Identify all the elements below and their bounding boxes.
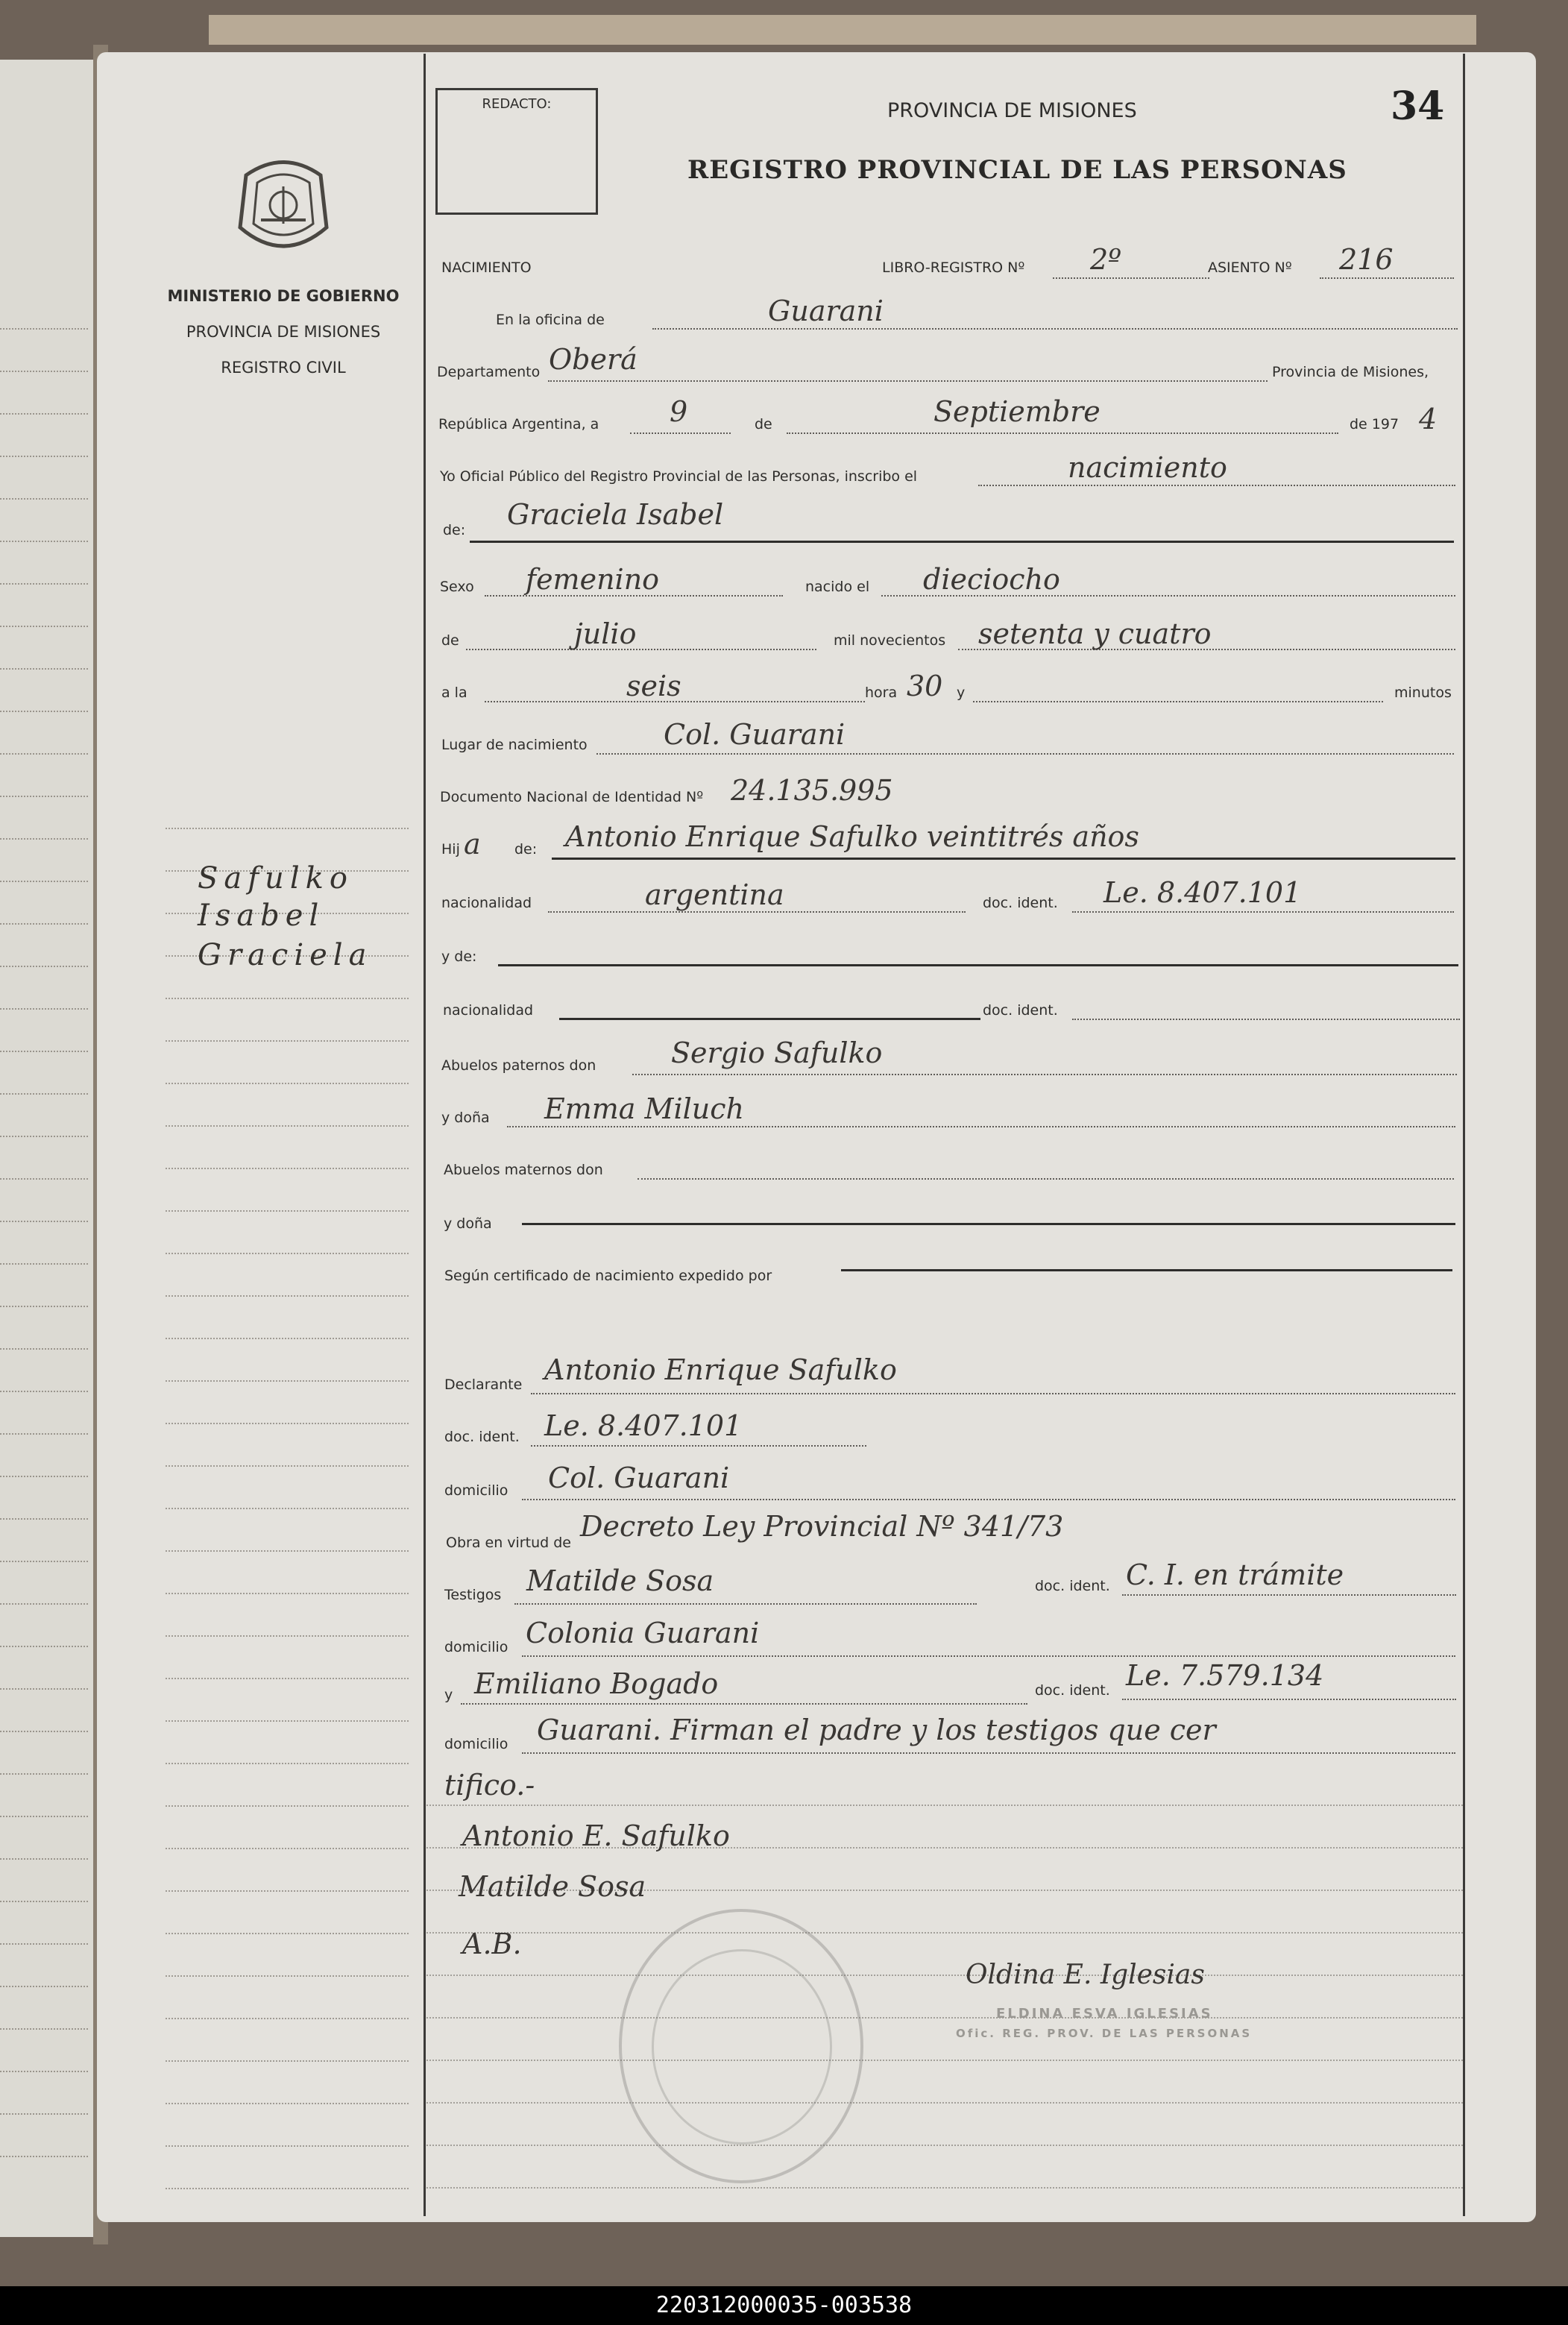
margin-surname: Safulko [198,861,353,896]
ruled-line [0,371,88,372]
ruled-line [0,966,88,967]
ruled-line [426,1975,1463,1976]
father-underline [552,858,1455,860]
ruled-line [0,1008,88,1010]
dotted-fill-line [978,485,1455,486]
nacido-value-handwritten: dieciocho [923,563,1060,596]
oficial-value-handwritten: nacimiento [1068,451,1227,484]
dotted-fill-line [514,1603,977,1605]
file-id-bar: 220312000035-003538 [0,2286,1568,2325]
hijo-de-label: de: [514,841,538,858]
ruled-line [0,1051,88,1052]
obra-value-handwritten: Decreto Ley Provincial Nº 341/73 [580,1510,1064,1543]
officer-signature: Oldina E. Iglesias [966,1960,1205,1990]
libro-label: LIBRO-REGISTRO Nº [882,259,1025,276]
ruled-line [0,498,88,500]
hijo-suffix-handwritten: a [464,828,481,861]
ruled-line [0,583,88,585]
asiento-number-value: 216 [1339,243,1394,276]
ruled-line [0,1986,88,1987]
domicilio3-value-handwritten: Guarani. Firman el padre y los testigos que cer [537,1714,1216,1746]
sexo-value-handwritten: femenino [526,563,660,596]
ruled-line [0,1561,88,1562]
dotted-fill-line [522,1499,1455,1500]
mother-line [498,964,1458,966]
doc2-label: doc. ident. [983,1002,1058,1019]
margin-ruled-line [166,2103,409,2104]
libro-number-value: 2º [1090,243,1122,276]
margin-ruled-line [166,1635,409,1637]
departamento-label: Departamento [437,364,541,380]
header-province: PROVINCIA DE MISIONES [887,99,1137,122]
dotted-fill-line [1053,277,1209,279]
year-value-handwritten: 4 [1419,403,1438,435]
nac1-label: nacionalidad [441,895,532,911]
ruled-line [426,1805,1463,1806]
margin-ruled-line [166,1168,409,1169]
margin-ruled-line [166,1040,409,1042]
dotted-fill-line [507,1126,1455,1127]
mil-label: mil novecientos [834,632,946,649]
ruled-line [0,1476,88,1477]
dotted-fill-line [531,1393,1455,1394]
ministry-name: MINISTERIO DE GOBIERNO [167,287,400,305]
ruled-line [426,1932,1463,1934]
ruled-line [0,2028,88,2030]
oficina-label: En la oficina de [496,312,605,328]
ruled-line [0,541,88,542]
ruled-line [426,2060,1463,2061]
book-top-edge [209,15,1476,45]
yde-label: y de: [441,948,477,965]
margin-ruled-line [166,2060,409,2062]
witness-initials-signature: A.B. [462,1928,522,1960]
testigo1-doc-value-handwritten: C. I. en trámite [1126,1558,1344,1591]
dotted-fill-line [787,432,1338,434]
dotted-fill-line [652,328,1458,330]
ruled-line [0,626,88,627]
margin-ruled-line [166,1890,409,1892]
departamento-value-handwritten: Oberá [549,343,637,376]
margin-ruled-line [166,1423,409,1424]
ruled-line [0,796,88,797]
margin-ruled-line [166,998,409,999]
testigo2-doc-value-handwritten: Le. 7.579.134 [1126,1659,1324,1692]
minutos-label: minutos [1394,685,1452,701]
minutes-value-handwritten: 30 [907,670,943,702]
margin-ruled-line [166,1720,409,1722]
de-label: de [755,416,772,432]
mother-nationality-line [559,1018,980,1020]
hora-value-handwritten: seis [626,670,681,702]
dotted-fill-line [1320,277,1454,279]
ruled-line [0,1646,88,1647]
ruled-line [0,1816,88,1817]
ruled-line [0,923,88,925]
margin-ruled-line [166,1465,409,1467]
ruled-line [0,1773,88,1775]
dni-value-handwritten: 24.135.995 [731,774,893,807]
father-signature: Antonio E. Safulko [462,1819,730,1852]
ruled-line [0,711,88,712]
ministry-province: PROVINCIA DE MISIONES [186,323,381,341]
ruled-line [426,2102,1463,2104]
dotted-fill-line [1072,911,1454,913]
dotted-fill-line [548,911,966,913]
domicilio2-value-handwritten: Colonia Guarani [526,1617,760,1649]
ruled-line [0,456,88,457]
margin-ruled-line [166,1933,409,1934]
ruled-line [0,1688,88,1690]
ydona2-label: y doña [444,1215,492,1232]
nacido-label: nacido el [805,579,870,595]
margin-ruled-line [166,2145,409,2147]
ruled-line [0,328,88,330]
dotted-fill-line [522,1752,1455,1754]
officer-stamp-title: Ofic. REG. PROV. DE LAS PERSONAS [956,2027,1253,2040]
hora-label: hora [865,685,898,701]
dotted-fill-line [531,1445,866,1447]
day-value-handwritten: 9 [670,395,688,428]
margin-ruled-line [166,1805,409,1807]
father-name-value: Antonio Enrique Safulko veintitrés años [565,820,1139,853]
ydona1-label: y doña [441,1110,490,1126]
ruled-line [0,838,88,840]
de2-label: de [441,632,459,649]
mil-value-handwritten: setenta y cuatro [978,617,1212,650]
nac2-label: nacionalidad [443,1002,534,1019]
ruled-line [0,1136,88,1137]
ruled-line [0,1731,88,1732]
margin-ruled-line [166,1338,409,1339]
margin-ruled-line [166,1083,409,1084]
margin-given-name-1: Graciela [198,938,373,972]
margin-ruled-line [166,2018,409,2019]
page-number: 34 [1391,84,1445,129]
lugar-value-handwritten: Col. Guarani [664,718,846,751]
decl-doc-label: doc. ident. [444,1429,520,1445]
ruled-line [0,668,88,670]
ruled-line [0,1178,88,1180]
testigos-label: Testigos [444,1587,502,1603]
closing-value-handwritten: tifico.- [444,1769,535,1802]
dotted-fill-line [630,432,731,434]
dotted-fill-line [596,753,1454,755]
margin-ruled-line [166,1380,409,1382]
ruled-line [0,1093,88,1095]
dotted-fill-line [1122,1699,1456,1700]
margin-ruled-line [166,1210,409,1212]
dotted-fill-line [1122,1594,1456,1596]
oficial-label: Yo Oficial Público del Registro Provincial de las Personas, inscribo el [440,468,918,485]
asiento-label: ASIENTO Nº [1208,259,1292,276]
dotted-fill-line [632,1074,1457,1075]
dotted-fill-line [637,1178,1454,1180]
testigo2-value-handwritten: Emiliano Bogado [474,1667,719,1700]
abpat-label: Abuelos paternos don [441,1057,596,1074]
dotted-fill-line [548,380,1268,382]
right-margin-rule [1463,54,1465,2216]
ruled-line [426,2187,1463,2189]
margin-ruled-line [166,1253,409,1254]
ruled-line [0,753,88,755]
republica-label: República Argentina, a [438,416,599,432]
decl-doc-value-handwritten: Le. 8.407.101 [544,1409,743,1442]
declarante-value-handwritten: Antonio Enrique Safulko [544,1353,897,1386]
lugar-label: Lugar de nacimiento [441,737,588,753]
margin-given-name-2: Isabel [198,899,325,933]
sexo-label: Sexo [440,579,474,595]
certificado-label: Según certificado de nacimiento expedido por [444,1268,772,1284]
ruled-line [0,1348,88,1350]
testigo2-doc-label: doc. ident. [1035,1682,1110,1699]
doc1-label: doc. ident. [983,895,1058,911]
domicilio1-value-handwritten: Col. Guarani [548,1462,730,1494]
ruled-line [0,1433,88,1435]
margin-ruled-line [166,1763,409,1764]
margin-ruled-line [166,1975,409,1977]
margin-ruled-line [166,1125,409,1127]
oficina-value-handwritten: Guarani [768,295,884,327]
year-label: de 197 [1350,416,1399,432]
provincial-emblem-icon [231,153,336,265]
declarante-label: Declarante [444,1377,523,1393]
margin-ruled-line [166,828,409,829]
abpat-value-handwritten: Sergio Safulko [671,1036,883,1069]
y-label: y [957,685,966,701]
officer-stamp-name: ELDINA ESVA IGLESIAS [996,2006,1213,2022]
ruled-line [0,1901,88,1902]
de-name-label: de: [443,522,466,538]
ydona1-value-handwritten: Emma Miluch [544,1092,744,1125]
testigo1-doc-label: doc. ident. [1035,1578,1110,1594]
redacto-box [435,88,598,215]
name-underline [470,541,1454,543]
registry-title: REGISTRO PROVINCIAL DE LAS PERSONAS [687,155,1347,185]
margin-ruled-line [166,2188,409,2189]
margin-ruled-line [166,1550,409,1552]
ruled-line [0,1603,88,1605]
redacto-label: REDACTO: [482,96,552,112]
nac1-value-handwritten: argentina [645,878,784,911]
dotted-fill-line [973,701,1383,702]
official-seal [619,1909,863,2183]
ruled-line [0,2113,88,2115]
ruled-line [0,1263,88,1265]
ruled-line [0,1518,88,1520]
domicilio2-label: domicilio [444,1639,509,1655]
abmat-label: Abuelos maternos don [444,1162,603,1178]
dotted-fill-line [466,649,816,650]
domicilio3-label: domicilio [444,1736,509,1752]
doc1-value-handwritten: Le. 8.407.101 [1103,876,1302,909]
column-divider [424,54,426,2216]
ruled-line [0,1306,88,1307]
margin-ruled-line [166,1295,409,1297]
ruled-line [0,1221,88,1222]
nacimiento-label: NACIMIENTO [441,259,532,276]
ruled-line [0,881,88,882]
certificate-line [841,1269,1452,1271]
ruled-line [0,1391,88,1392]
domicilio1-label: domicilio [444,1482,509,1499]
provincia-label: Provincia de Misiones, [1272,364,1429,380]
hijo-label: Hij [441,841,460,858]
left-page [0,60,95,2237]
dni-label: Documento Nacional de Identidad Nº [440,789,704,805]
ala-label: a la [441,685,467,701]
dotted-fill-line [1072,1019,1460,1020]
y2-label: y [444,1687,453,1703]
margin-ruled-line [166,1678,409,1679]
obra-label: Obra en virtud de [446,1535,571,1551]
child-name-value: Graciela Isabel [507,498,724,531]
month-value-handwritten: Septiembre [933,395,1101,428]
margin-ruled-line [166,1508,409,1509]
ministry-registry: REGISTRO CIVIL [221,359,346,377]
testigo1-value-handwritten: Matilde Sosa [526,1564,714,1597]
ruled-line [0,2156,88,2157]
dotted-fill-line [522,1655,1455,1657]
ruled-line [0,1943,88,1945]
ruled-line [0,413,88,415]
witness-signature: Matilde Sosa [459,1870,646,1903]
month2-value-handwritten: julio [574,617,637,650]
ruled-line [0,1858,88,1860]
ruled-line [426,2017,1463,2019]
ruled-line [426,2145,1463,2146]
maternal-grandmother-line [522,1223,1455,1225]
dotted-fill-line [461,1703,1027,1705]
ruled-line [0,2071,88,2072]
margin-ruled-line [166,1593,409,1594]
margin-ruled-line [166,1848,409,1849]
